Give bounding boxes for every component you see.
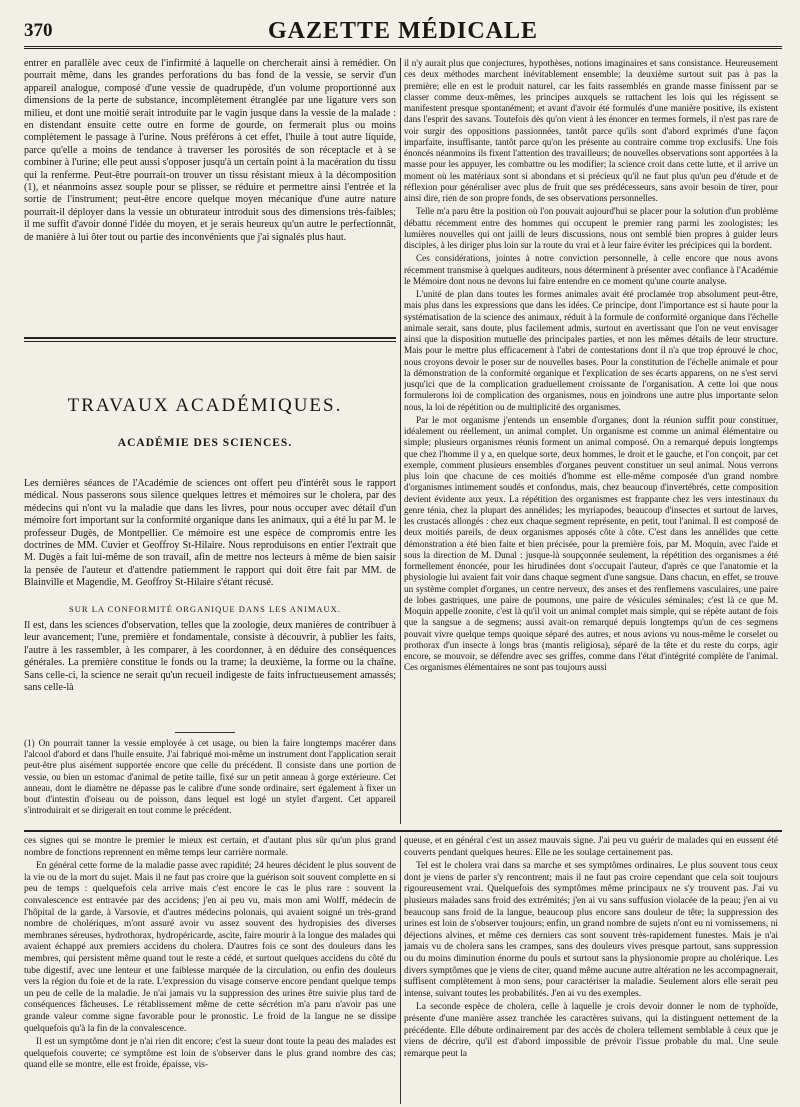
left-column-intro bbox=[24, 478, 396, 606]
journal-title: GAZETTE MÉDICALE bbox=[267, 18, 539, 44]
footnote bbox=[24, 738, 396, 828]
paragraph: Ces considérations, jointes à notre conviction personnelle, à celle encore que nous avons récemment transmise à quelques auditeurs, nous déterminent à présenter avec confiance à l'Académie le Mémoire dont nous ne devons lui faire entendre en ce moment qu'une courte analyse. bbox=[404, 253, 778, 286]
paragraph: Il est un symptôme dont je n'ai rien dit encore; c'est la sueur dont toute la peau des malades est quelquefois couverte; ce symptôme est loin de s'observer dans le plus grand nombre des cas; quand elle se montre, elle est froide, épaisse, vis- bbox=[24, 1037, 396, 1071]
bottom-right-column bbox=[404, 836, 778, 1104]
column-divider-top bbox=[400, 58, 401, 824]
section-subtitle: ACADÉMIE DES SCIENCES. bbox=[117, 437, 293, 449]
paragraph: En général cette forme de la maladie passe avec rapidité; 24 heures décident le plus souvent de la vie ou de la mort du sujet. Mais il ne faut pas croire que la guérison soit souvent complette en si peu de temps : quelquefois cela arrive mais c'est encore le cas le plus rare : souvent la convalescence est entravée par des accidens; j'en ai peu vu, mais mon ami Wolff, médecin de l'hôpital de la garde, à Varsovie, et d'autres médecins polonais, qui avaient soigné un très-grand nombre de cholériques, m'ont assuré avoir vu assez souvent des hydropisies des diverses membranes séreuses, hydrothorax, hydropéricarde, ascite, faire mourir à la longue des malades qui avaient échappé aux premiers accidens du cholera. D'autres fois ce sont des douleurs dans les membres, qui persistent même quand tout le reste a cédé, et surtout quelques accidens du côté du tube digestif, avec une lenteur et une faiblesse marquée de la circulation, ou enfin des douleurs vers la région du foie et de la rate. L'expression du visage conserve encore pendant quelque temps un peu de celle de la maladie. Je n'ai jamais vu la suppression des urines être suivie plus tard de conséquences fâcheuses. Le rétablissement même de cette sécrétion m'a paru n'avoir pas une grande valeur comme signe favorable pour le pronostic. Le froid de la langue ne se dissipe quelquefois qu'à la fin de la convalescence. bbox=[24, 861, 396, 1034]
left-column-top bbox=[24, 58, 396, 328]
paragraph: Il est, dans les sciences d'observation, telles que la zoologie, deux manières de contribuer à leur avancement; l'une, première et fondamentale, consiste à découvrir, à publier les faits, l'autre à les rassembler, à les comparer, à les coordonner, à en déduire des conséquences générales. La première constitue le fonds ou la trame; la deuxième, la forme ou la chaîne. Sans celle-ci, la science ne serait qu'un recueil indigeste de faits infructueusement amassés; sans celle-là bbox=[24, 620, 396, 694]
column-divider-bottom bbox=[400, 836, 401, 1104]
paragraph: Telle m'a paru être la position où l'on pouvait aujourd'hui se placer pour la solution d'un problème débattu récemment entre des hommes qui occupent le premier rang parmi les zoologistes; les lumières nouvelles qui ont jailli de leurs discussions, nous ont semblé bien propres à guider leurs disciples, à les diriger plus loin sur la route du vrai et à leur faire éviter les précipices qui la bordent. bbox=[404, 206, 778, 250]
paragraph: Tel est le cholera vrai dans sa marche et ses symptômes ordinaires. Le plus souvent tous ceux dont je viens de parler s'y rencontrent; mais il ne faut pas croire cependant que cela soit toujours rigoureusement vrai. Quelquefois des symptômes même principaux ne s'y trouvent pas. J'ai vu plusieurs malades sans froid des extrémités; j'en ai vu sans suffusion violacée de la peau; j'en ai vu beaucoup sans froid de la langue, beaucoup plus encore sans douleur de tête; la suppression des urines est loin de s'observer toujours; enfin, un grand nombre de sujets n'ont eu ni vomissemens, ni déjections alvines, et même ces derniers cas sont souvent très-rapidement funestes. Mais je n'ai jamais vu de cholera sans les crampes, sans des douleurs vives presque partout, sans suppression ou du moins diminution énorme du pouls et surtout sans la physionomie propre au cholérique. Les divers symptômes que je viens de citer, quand même aucune autre altération ne les accompagnerait, suffisent complètement à mon sens, pour caractériser la maladie. Seulement alors elle serait peu intense, suivant toutes les probabilités. J'en ai vu des exemples. bbox=[404, 861, 778, 999]
article-title: SUR LA CONFORMITÉ ORGANIQUE DANS LES ANIMAUX. bbox=[69, 604, 341, 614]
paragraph: il n'y aurait plus que conjectures, hypothèses, notions imaginaires et sans consistance. Heureusement ces deux méthodes marchent inévitablement ensemble; la deuxième surtout suit pas à pas la première; elle en est le produit naturel, car les faits rassemblés en grande masse finissent par se classer comme deux-mêmes, les principes auxquels se rattachent les lois qui les régissent se manifestent presque spontanément; et avant d'avoir été formulés d'une manière positive, ils existent dans l'esprit des savans. Toutefois dès qu'on vient à les énoncer en termes formels, il n'est pas rare de voir surgir des oppositions passionnées, tantôt parce qu'ils sont d'abord exprimés d'une façon imparfaite, insuffisante, tantôt parce qu'on les présente au contraire comme trop exclusifs. Une fois énoncés néanmoins ils fixent l'attention des travailleurs; de nouvelles observations sont apportées à la masse pour les appuyer, les combattre ou les modifier; la science croit dans cette lutte, et il arrive un moment où les matériaux sont si abondans et si précieux qu'il ne faut plus qu'un peu d'étude et de réflexion pour généraliser avec plus de fruit que ses prédécesseurs, sans avoir besoin de tirer, pour ainsi dire, rien de son propre fonds, de ses observations personnelles. bbox=[404, 58, 778, 203]
paragraph: La seconde espèce de cholera, celle à laquelle je crois devoir donner le nom de typhoïde, présente d'une manière assez tranchée les caractères suivans, qui la distinguent nettement de la précédente. Elle débute ordinairement par des accès de cholera tellement semblable à ceux que je viens de décrire, qu'il est d'abord impossible de prévoir l'issue probable du mal. Une seule remarque peut la bbox=[404, 1002, 778, 1059]
paragraph: Par le mot organisme j'entends un ensemble d'organes, dont la réunion suffit pour constituer, idéalement ou réellement, un animal complet. Un organisme est comme un animal élémentaire ou simple; plusieurs organismes réunis forment un animal composé. On a remarqué depuis longtemps que chez l'homme il y a, en quelque sorte, deux hommes, le droit et le gauche, et l'on conçoit, par cet exemple, comment plusieurs ensembles d'organes peuvent constituer un seul animal. Nous verrons plus loin que chacune de ces moitiés d'homme est elle-même composée d'un grand nombre d'organismes intimement soudés et confondus, mais, chez beaucoup d'invertébrés, cette composition devient évidente aux yeux. La répétition des organismes est frappante chez les vers intestinaux du genre ténia, chez la plupart des annélides; les myriapodes, beaucoup d'insectes et surtout de larves, les crustacés allongés : chez eux chaque segment représente, en petit, tout l'animal. Il est composé de deux moitiés pareils, de deux organismes apposés côte à côte. C'est dans les annélides que cette démonstration a été bien faite et bien précisée, pour la première fois, par M. Moquin, avec l'aide et sous la direction de M. Dunal : jusque-là soupçonnée seulement, la répétition des organismes a été formellement énoncée, pour les hirudinées dont s'occupait l'auteur, d'après ce que l'anatomie et la physiologie lui avaient fait voir dans chaque segment d'une sangsue. Dans chacun, en effet, se trouve un système complet d'organes, un centre nerveux, des anses et des renflemens vasculaires, une paire de lobes gastriques, une paire de poumons, une paire de vésicules séminales; c'est là ce que M. Moquin appelle zoonite, c'est là qu'il voit un animal complet mais simple, qui se répète autant de fois que la sangsue a de segmens; aussi avait-on remarqué depuis longtemps qu'un de ces segmens pouvait vivre quelque temps quoique séparé des autres, et nous avions vu nous-même le corselet ou prothorax d'un insecte à longs bras (mantis religiosa), séparé de la tête et du reste du corps, agir encore, se mouvoir, se défendre avec ses griffes, comme dans l'état d'intégrité complète de l'animal. Ces organismes élémentaires ne sont pas toujours aussi bbox=[404, 414, 778, 673]
paragraph: Les dernières séances de l'Académie de sciences ont offert peu d'intérêt sous le rapport médical. Nous passerons sous silence quelques lettres et mémoires sur le cholera, par des médecins qui n'ont vu la maladie que dans les livres, pour nous occuper avec détail d'un mémoire fort important sur la conformité organique dans les animaux, qui a été lu par M. le professeur Dugès, de Montpellier. Ce mémoire est une espèce de compromis entre les doctrines de MM. Cuvier et Geoffroy St-Hilaire. Nous reproduisons en entier l'extrait que M. Dugès a fait lui-même de son travail, afin de mettre nos lecteurs à même de bien saisir la pensée de l'auteur et d'attendre patiemment le rapport qui doit être fait par MM. de Blainville et Magendie, M. Geoffroy St-Hilaire s'étant récusé. bbox=[24, 478, 396, 589]
bottom-left-column bbox=[24, 836, 396, 1104]
page-header bbox=[24, 14, 782, 49]
footnote-rule bbox=[175, 732, 235, 733]
section-rule-top-2 bbox=[24, 341, 396, 342]
section-rule-top bbox=[24, 337, 396, 339]
paragraph: ces signes qui se montre le premier le mieux est certain, et d'autant plus sûr qu'un plus grand nombre de fonctions reprennent en même temps leur carrière normale. bbox=[24, 836, 396, 858]
paragraph: entrer en parallèle avec ceux de l'infirmité à laquelle on chercherait ainsi à remédier. On pourrait même, dans les grandes perforations du bas fond de la vessie, se servir d'un appareil analogue, composé d'une vessie de quadrupède, d'un volume proportionné aux dimensions de la perte de substance, incomplètement étranglée par une ligature vers son milieu, et dont une moitié serait introduite par le vagin jusque dans la vessie de la malade : en distendant ensuite cette outre en forme de gourde, on fermerait plus ou moins complètement le passage à l'urine. Nous préférons à cet effet, l'huile à tout autre liquide, parce qu'elle a moins de tendance à traverser les porosités de son réceptacle et à se combiner à l'urine; elle peut aussi s'opposer jusqu'à un certain point à la macération du tissu qui la renferme. Peut-être pourrait-on trouver un tissu résistant mieux à la décomposition (1), et néanmoins assez souple pour se plisser, se réduire et permettre ainsi l'entrée et la sortie de l'instrument; peut-être encore quelque moyen mécanique d'une autre nature pourrait-il déployer dans la vessie un obturateur introduit sous des dimensions très-faibles; il me suffit d'avoir donné l'idée du moyen, et je serais heureux qu'un autre le perfectionnât, de manière à lui ôter tout ou partie des inconvénients que j'ai signalés plus haut. bbox=[24, 58, 396, 243]
section-title: TRAVAUX ACADÉMIQUES. bbox=[67, 395, 343, 416]
right-column bbox=[404, 58, 778, 828]
footnote-text: (1) On pourrait tanner la vessie employée à cet usage, ou bien la faire longtemps macérer dans l'alcool d'abord et dans l'huile ensuite. J'ai fabriqué moi-même un instrument dont l'application serait peut-être plus aisément supportée encore que celle du précédent. Il consiste dans une portion de vessie, ou bien un estomac d'animal de petite taille, fixé sur un petit anneau à gorge extérieure. Cet anneau, dont le diamètre ne dépasse pas le calibre d'une sonde ordinaire, sert également à fixer un bout d'intestin d'oiseau ou de poisson, dans lequel est logé un stylet d'argent. Cet appareil s'introduirait et se dirigerait en tout comme le précédent. bbox=[24, 738, 396, 816]
paragraph: L'unité de plan dans toutes les formes animales avait été proclamée trop absolument peut-être, mais plus dans les expressions que dans les idées. Ce principe, dont l'importance est si haute pour la systématisation de la science des animaux, réduit à la formule de conformité organique dans l'échelle animale serait, sans doute, plus facilement admis, surtout en avertissant que l'on ne veut envisager ainsi que la disposition mutuelle des principales parties, et non les mêmes détails de leur structure. Mais pour le mettre plus efficacement à l'abri de contestations dont il n'a que trop éprouvé le choc, nous croyons devoir le poser sur de nouvelles bases. Pour la constitution de l'échelle animale et pour la démonstration de la conformité organique et l'explication de ses écarts apparens, on ne s'est servi jusqu'ici que de la complication graduellement croissante de l'organisation. A cette loi que nous formulerons loi de complication des organismes, nous en joindrons une autre plus importante selon nous, la loi de répétition ou de multiplicité des organismes. bbox=[404, 289, 778, 412]
bottom-section-rule bbox=[24, 830, 782, 832]
page-number: 370 bbox=[24, 20, 53, 41]
left-column-article bbox=[24, 620, 396, 728]
paragraph: queuse, et en général c'est un assez mauvais signe. J'ai peu vu guérir de malades qui en eussent été couverts pendant quelques heures. Elle ne les soulage certainement pas. bbox=[404, 836, 778, 858]
